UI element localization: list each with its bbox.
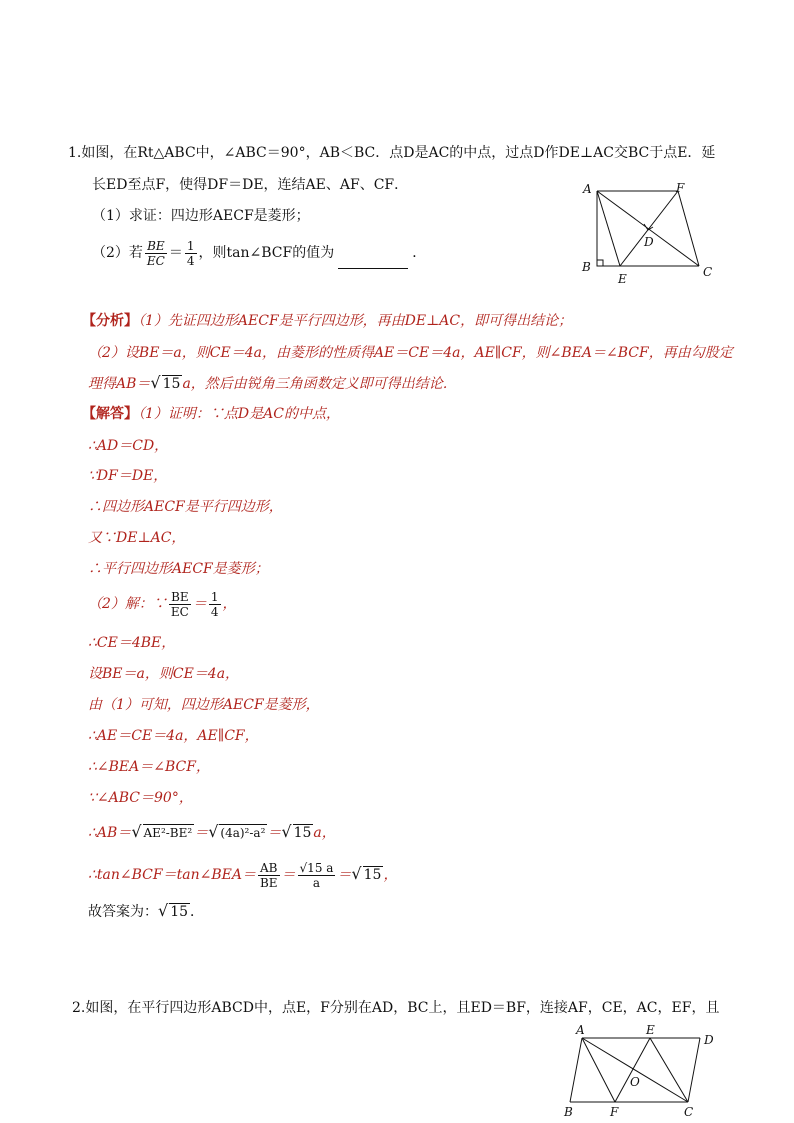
answer-line13: ∵∠ABC＝90°，: [88, 790, 193, 806]
answer-line3: ∵DF＝DE，: [88, 468, 168, 484]
fig2-label-a: A: [576, 1023, 585, 1037]
answer-line8: ∴CE＝4BE，: [88, 635, 176, 651]
answer-line14: ∴AB＝√ AE²-BE² ＝√ (4a)²-a² ＝√ 15 a，: [88, 822, 336, 841]
fig1-label-a: A: [583, 182, 592, 196]
answer-line9: 设BE＝a，则CE＝4a，: [88, 666, 240, 682]
fig2-label-e: E: [646, 1023, 655, 1037]
answer-line1: 【解答】（1）证明：∵点D是AC的中点，: [82, 406, 340, 422]
fig1-label-d: D: [644, 235, 654, 249]
q1-part2: （2）若 $\frac{BE}{EC}$ ＝ $\frac{1}{4}$ ，则tan∠BCF的值为 ．: [92, 238, 427, 268]
fig2-label-d: D: [704, 1033, 714, 1047]
answer-line5: 又∵DE⊥AC，: [88, 530, 186, 546]
answer-line7: （2）解：∵ $\frac{BE}{EC}$ ＝ $\frac{1}{4}$ ，: [88, 589, 237, 619]
fig2-label-o: O: [630, 1075, 640, 1089]
answer-line2: ∴AD＝CD，: [88, 438, 169, 454]
figure-parallelogram-abcd: [560, 1020, 740, 1120]
answer-line12: ∴∠BEA＝∠BCF，: [88, 759, 210, 775]
answer-tag: 【解答】: [82, 406, 138, 422]
q1-part1: （1）求证：四边形AECF是菱形；: [92, 208, 310, 224]
fraction-1-4: $\frac{1}{4}$: [186, 238, 195, 268]
figure-rhombus-aecf: [578, 180, 728, 290]
q1-number: 1.: [68, 145, 82, 161]
answer-line15: ∴tan∠BCF＝tan∠BEA＝ $\frac{AB}{BE}$ ＝ $\frac{√15 a}{a}$ ＝√ 15 ，: [88, 860, 398, 890]
q1-line2: 长ED至点F，使得DF＝DE，连结AE、AF、CF．: [92, 177, 409, 193]
fig1-label-b: B: [582, 260, 591, 274]
answer-line10: 由（1）可知，四边形AECF是菱形，: [88, 697, 320, 713]
analysis-tag: 【分析】: [82, 313, 138, 329]
analysis-line2: （2）设BE＝a，则CE＝4a，由菱形的性质得AE＝CE＝4a，AE∥CF，则∠BEA＝∠BCF，再由勾股定: [88, 345, 733, 361]
q2-number: 2.: [72, 1000, 86, 1016]
answer-line6: ∴平行四边形AECF是菱形；: [88, 561, 269, 577]
fig2-label-f: F: [610, 1105, 619, 1119]
answer-blank[interactable]: [338, 254, 408, 269]
fig2-label-c: C: [684, 1105, 694, 1119]
fig1-label-e: E: [618, 272, 627, 286]
answer-line16: 故答案为：√ 15 ．: [88, 901, 205, 920]
fig1-label-c: C: [703, 265, 713, 279]
analysis-line1: 【分析】（1）先证四边形AECF是平行四边形，再由DE⊥AC，即可得出结论；: [82, 313, 573, 329]
fig2-label-b: B: [564, 1105, 573, 1119]
fig1-label-f: F: [676, 181, 685, 195]
analysis-line3: 理得AB＝√ 15 a，然后由锐角三角函数定义即可得出结论．: [88, 373, 457, 392]
answer-line11: ∴AE＝CE＝4a，AE∥CF，: [88, 728, 259, 744]
q1-line1: 1.如图，在Rt△ABC中，∠ABC＝90°，AB＜BC．点D是AC的中点，过点D作DE⊥AC交BC于点E．延: [68, 145, 716, 161]
fraction-be-ec: $\frac{BE}{EC}$: [146, 238, 165, 268]
answer-line4: ∴四边形AECF是平行四边形，: [88, 499, 283, 515]
q2-line1: 2.如图，在平行四边形ABCD中，点E，F分别在AD，BC上，且ED＝BF，连接AF，CE，AC，EF，且: [72, 1000, 720, 1016]
